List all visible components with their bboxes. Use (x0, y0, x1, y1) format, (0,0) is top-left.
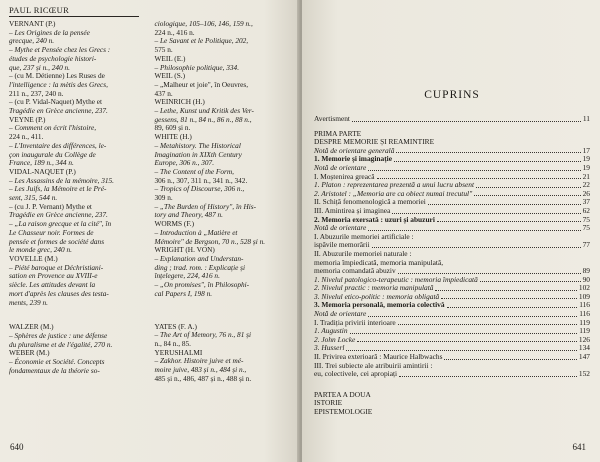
index-author: WEBER (M.) (9, 348, 50, 358)
index-entry-line: – Les Assassins de la mémoire, 315. (9, 175, 114, 185)
index-column-1 (9, 20, 147, 383)
toc-page-number: 19 (582, 162, 590, 172)
index-entry-line: sation en Provence au XVIII-e (9, 271, 98, 281)
index-entry-line: gessens, 81 n., 84 n., 86 n., 88 n., (154, 114, 252, 124)
right-page (302, 0, 600, 462)
toc-leader-dots (352, 121, 581, 122)
index-author: WEINRICH (H.) (154, 97, 205, 107)
toc-entry-title: 2. John Locke (314, 334, 356, 344)
toc-leader-dots (480, 281, 581, 282)
toc-page-number: 19 (582, 154, 590, 164)
index-entry-line: – Metahistory. The Historical (154, 140, 241, 150)
toc-page-number: 116 (579, 300, 590, 310)
index-entry-line: Europe, 306 n., 307. (154, 158, 215, 168)
toc-leader-dots (396, 152, 580, 153)
index-entry-line: fondamentaux de la théorie so- (9, 365, 100, 375)
index-entry-line: 211 n., 237, 240 n. (9, 88, 64, 98)
toc-leader-dots (357, 341, 577, 342)
index-entry-line: Tragédie en Grèce ancienne, 237. (9, 106, 108, 116)
toc-entry (314, 115, 590, 124)
index-entry-line: – Introduction à „Matière et (154, 227, 238, 237)
toc-entry (314, 327, 590, 336)
toc-leader-dots (398, 324, 577, 325)
toc-entry-title: III. Trei subiecte ale atribuirii amintirii : (314, 360, 433, 370)
index-entry-line: que, 237 și n., 240 n. (9, 62, 71, 72)
index-entry-line: tory and Theory, 487 n. (154, 210, 224, 220)
index-spacer (9, 307, 147, 315)
toc-page-number: 89 (582, 266, 590, 276)
toc-entry (314, 319, 590, 328)
toc-page-number: 62 (582, 205, 590, 215)
index-entry-line: – L'Inventaire des différences, le- (9, 140, 107, 150)
toc-leader-dots (350, 333, 578, 334)
table-of-contents (314, 115, 590, 417)
index-author: WORMS (F.) (154, 219, 195, 229)
toc-leader-dots (399, 376, 577, 377)
toc-page-number: 102 (578, 283, 590, 293)
toc-page-number: 119 (579, 326, 590, 336)
toc-leader-dots (441, 298, 577, 299)
toc-page-number: 109 (578, 291, 590, 301)
index-entry-line: – Comment on écrit l'histoire, (9, 123, 97, 133)
toc-entry-title: Notă de orientare (314, 223, 367, 233)
index-author: YERUSHALMI (154, 347, 203, 357)
toc-title: CUPRINS (424, 89, 480, 101)
index-entry-line: ding ; trad. rom. : Explicație și (154, 262, 246, 272)
index-author: VOVELLE (M.) (9, 253, 58, 263)
toc-entry (314, 336, 590, 345)
toc-page-number: 90 (582, 274, 590, 284)
toc-entry-title: ISTORIE (314, 398, 343, 408)
index-entry-line: Tragédie en Grèce ancienne, 237. (9, 210, 108, 220)
index-entry-line: – „On promises", în Philosophi- (154, 280, 250, 290)
index-entry-line: – Le Savant et le Politique, 202, (154, 36, 249, 46)
toc-page-number: 75 (582, 223, 590, 233)
index-entry-line: n., 84 n., 85. (154, 338, 191, 348)
index-entry-line: siècle. Les attitudes devant la (9, 280, 96, 290)
toc-page-number: 152 (578, 369, 590, 379)
toc-page-number: 26 (582, 188, 590, 198)
toc-entry-title: 1. Augustin (314, 326, 348, 336)
index-column-2 (155, 20, 293, 383)
index-entry-line: – Tropics of Discourse, 306 n., (154, 184, 245, 194)
index-author: VERNANT (P.) (9, 19, 56, 28)
toc-entry-title: 3. Memoria personală, memoria colectivă (314, 300, 445, 310)
toc-page-number: 11 (582, 114, 590, 123)
index-author: WRIGHT (H. VON) (154, 245, 215, 255)
index-author: VIDAL-NAQUET (P.) (9, 166, 76, 176)
index-spacer (155, 307, 293, 315)
index-entry-line: – Économie et Société. Concepts (9, 357, 105, 367)
toc-entry-title: II. Privirea exterioară : Maurice Halbwachs (314, 352, 443, 362)
toc-leader-dots (447, 307, 578, 308)
index-entry-line: – (cu M. Détienne) Les Ruses de (9, 71, 105, 81)
index-entry-line: sent, 315, 544 n. (9, 193, 58, 203)
toc-entry-title: DESPRE MEMORIE ȘI REAMINTIRE (314, 137, 435, 147)
toc-entry-title: memoria comandată abuziv (314, 266, 396, 276)
index-entry-line: 575 n. (154, 45, 173, 55)
toc-entry-title: 1. Memorie și imaginație (314, 154, 392, 164)
toc-leader-dots (368, 230, 580, 231)
index-entry-line: – Les Origines de la pensée (9, 27, 90, 37)
index-entry-line: 309 n. (154, 193, 173, 203)
toc-page-number: 75 (582, 214, 590, 224)
index-entry-line: France, 189 n., 344 n. (9, 158, 74, 168)
toc-entry-title: 3. Husserl (314, 343, 345, 353)
toc-entry-title: 1. Platon : reprezentarea prezentă a unui lucru absent (314, 180, 475, 190)
toc-leader-dots (398, 273, 581, 274)
index-author: YATES (F. A.) (154, 321, 197, 331)
index-entry-line: le monde grec, 240 n. (9, 245, 72, 255)
index-author: VEYNE (P.) (9, 114, 46, 124)
index-entry-line: l'intelligence : la mètis des Grecs, (9, 79, 108, 89)
index-entry-line: – „Malheur et joie", în Oeuvres, (154, 79, 249, 89)
index-entry-line: pensée et formes de société dans (9, 236, 105, 246)
toc-entry-title: PARTEA A DOUA (314, 389, 371, 399)
index-entry-line: – Zakhor. Histoire juive et mé- (154, 356, 244, 366)
index-entry-line: ciologique, 105–106, 146, 159 n., (154, 19, 253, 28)
index-entry-line: études de psychologie histori- (9, 53, 97, 63)
toc-leader-dots (474, 195, 580, 196)
toc-entry-title: ispăvile memorării (314, 240, 370, 250)
index-entry-line: 437 n. (154, 88, 173, 98)
index-entry-line: moire juive, 483 și n., 484 și n., (154, 365, 247, 375)
running-head: PAUL RICŒUR (9, 5, 139, 17)
page-number-left: 640 (10, 442, 24, 452)
index-entry-line: – Mythe et Pensée chez les Grecs : (9, 45, 111, 55)
toc-entry-title: 2. Nivelul practic : memoria manipulată (314, 283, 434, 293)
toc-page-number: 126 (578, 334, 590, 344)
toc-entry-title: Notă de orientare generală (314, 145, 395, 155)
index-entry-line: du pluralisme et de l'égalité, 270 n. (9, 339, 113, 349)
index-entry-line: Imagination in XIXth Century (154, 149, 242, 159)
index-entry-line: – (cu J. P. Vernant) Mythe et (9, 201, 92, 211)
toc-leader-dots (368, 316, 577, 317)
toc-entry (314, 370, 590, 379)
index-entry-line: mort d'après les clauses des testa- (9, 288, 109, 298)
index-columns (9, 20, 292, 383)
toc-leader-dots (346, 350, 577, 351)
index-author: WEIL (S.) (154, 71, 186, 81)
toc-leader-dots (444, 359, 576, 360)
toc-entry-title: Notă de orientare (314, 162, 367, 172)
toc-leader-dots (394, 161, 581, 162)
toc-leader-dots (435, 290, 576, 291)
toc-entry-title: 2. Memoria exersată : uzuri și abuzuri (314, 214, 435, 224)
toc-leader-dots (372, 247, 581, 248)
toc-page-number: 21 (582, 171, 590, 181)
index-entry-line: 224 n., 416 n. (154, 27, 195, 37)
index-entry-line: – Sphères de justice : une défense (9, 330, 108, 340)
index-entry-line: – The Content of the Form, (154, 166, 234, 176)
toc-entry-title: 3. Nivelul etico-politic : memoria obligată (314, 291, 440, 301)
index-entry-line: înțelegere, 224, 416 n. (154, 271, 220, 281)
toc-page-number: 119 (579, 317, 590, 327)
toc-leader-dots (428, 204, 581, 205)
index-entry-line: – Les Juifs, la Mémoire et le Pré- (9, 184, 107, 194)
index-entry-line: 224 n., 411. (9, 132, 44, 142)
toc-heading-line (314, 408, 590, 417)
index-entry-line: – Explanation and Understan- (154, 253, 244, 263)
toc-page-number: 134 (578, 343, 590, 353)
index-entry-line: 89, 609 și n. (154, 123, 191, 133)
toc-page-number: 116 (579, 309, 590, 319)
toc-entry-title: Avertisment (314, 114, 350, 123)
toc-leader-dots (368, 170, 580, 171)
page-number-right: 641 (572, 442, 586, 452)
toc-leader-dots (437, 221, 581, 222)
toc-entry-title: eu, colectivele, cei apropiați (314, 369, 398, 379)
toc-leader-dots (476, 187, 581, 188)
toc-entry-title: EPISTEMOLOGIE (314, 407, 373, 416)
index-entry-line: – Piété baroque et Déchristiani- (9, 262, 104, 272)
toc-entry-title: III. Amintirea și imaginea (314, 205, 391, 215)
index-entry-line: cal Papers I, 198 n. (154, 288, 213, 298)
toc-page-number: 22 (582, 180, 590, 190)
index-entry-line: Mémoire" de Bergson, 70 n., 528 și n. (154, 236, 266, 246)
index-entry-line: – „The Burden of History", în His- (154, 201, 257, 211)
toc-entry-title: I. Moștenirea greacă (314, 171, 375, 181)
toc-entry-title: I. Tradiția privirii interioare (314, 317, 396, 327)
toc-entry-title: II. Abuzurile memoriei naturale : (314, 248, 412, 258)
toc-page-number: 77 (582, 240, 590, 250)
index-entry-line: – Philosophie politique, 334. (154, 62, 240, 72)
toc-entry-title: Notă de orientare (314, 309, 367, 319)
toc-heading-line (314, 391, 590, 400)
toc-page-number: 17 (582, 145, 590, 155)
toc-page-number: 37 (582, 197, 590, 207)
index-author: WHITE (H.) (154, 132, 192, 142)
toc-entry-title: PRIMA PARTE (314, 128, 362, 138)
index-entry-line: 485 și n., 486, 487 și n., 488 și n. (154, 373, 252, 383)
index-entry-line: – The Art of Memory, 76 n., 81 și (154, 330, 252, 340)
index-entry-line: çon inaugurale du Collège de (9, 149, 96, 159)
index-author: WALZER (M.) (9, 322, 54, 332)
index-entry-line: 306 n., 307, 311 n., 341 n., 342. (154, 175, 248, 185)
toc-entry-title: I. Abuzurile memoriei artificiale : (314, 231, 414, 241)
index-author: WEIL (E.) (154, 53, 186, 63)
toc-entry-title: 1. Nivelul patologico-terapeutic : memoria împiedicată (314, 274, 478, 284)
index-entry-line: – Lethe, Kunst und Kritik des Ver- (154, 106, 254, 116)
toc-page-number: 147 (578, 352, 590, 362)
toc-leader-dots (377, 178, 581, 179)
index-entry-line: grecque, 240 n. (9, 36, 55, 46)
index-entry-line: – (cu P. Vidal-Naquet) Mythe et (9, 97, 103, 107)
index-entry-line: – „La raison grecque et la cité", în (9, 219, 112, 229)
toc-entry-title: II. Schiță fenomenologică a memoriei (314, 197, 426, 207)
index-entry-line: Le Chasseur noir. Formes de (9, 227, 94, 237)
toc-entry-title: 2. Aristotel : „Memoria are ca obiect numai trecutul" (314, 188, 473, 198)
index-spacer (155, 299, 293, 307)
toc-leader-dots (392, 213, 580, 214)
index-entry-line: ments, 239 n. (9, 297, 48, 307)
toc-entry-title: memoria împiedicată, memoria manipulată, (314, 257, 444, 267)
